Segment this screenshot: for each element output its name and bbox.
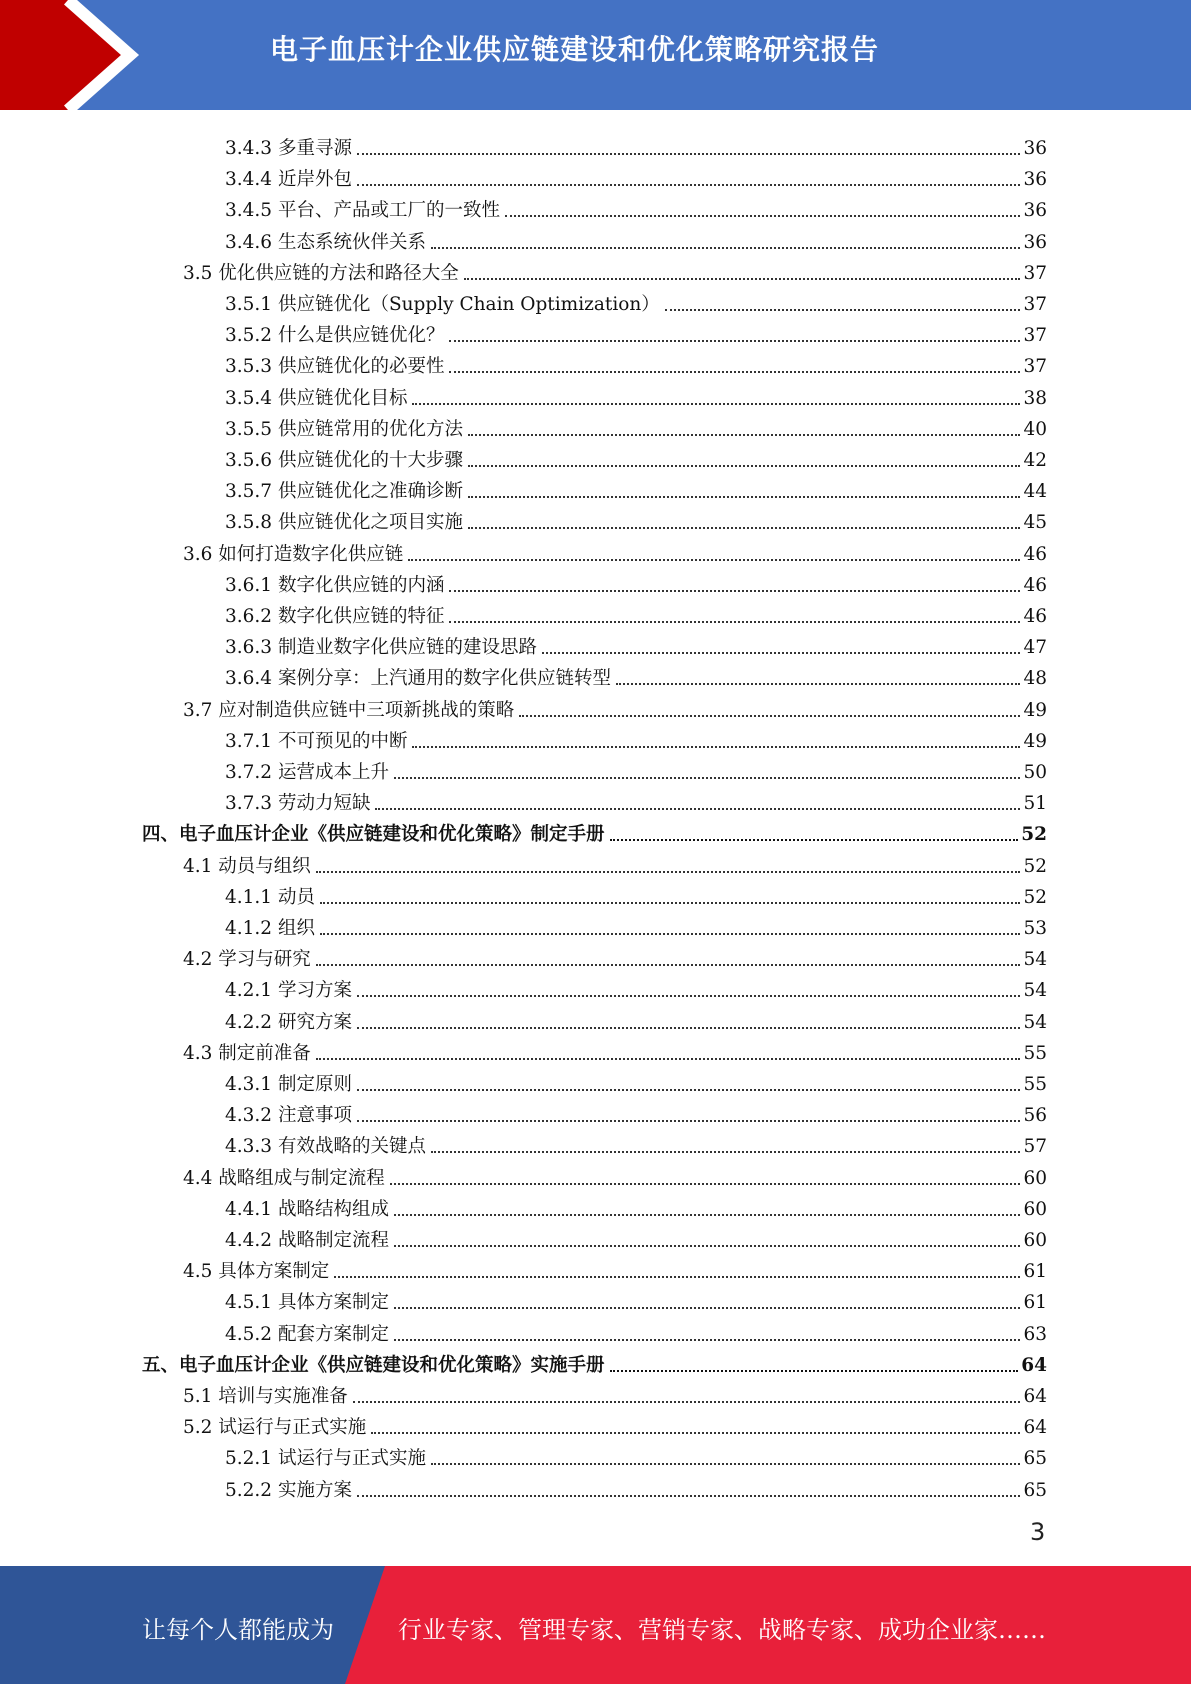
toc-dot-leader xyxy=(468,433,1020,436)
toc-entry-title: 3.6.2 数字化供应链的特征 xyxy=(225,606,445,627)
toc-entry-title: 5.2.2 实施方案 xyxy=(225,1479,352,1501)
toc-entry[interactable] xyxy=(225,597,1047,628)
toc-dot-leader xyxy=(610,838,1019,841)
toc-entry[interactable] xyxy=(225,1439,1047,1470)
toc-entry-page: 52 xyxy=(1023,886,1047,908)
toc-entry-page: 46 xyxy=(1023,574,1047,596)
toc-entry-title: 4.5 具体方案制定 xyxy=(183,1261,330,1283)
footer-slogan-left: 让每个人都能成为 xyxy=(142,1616,334,1644)
toc-entry[interactable] xyxy=(183,1159,1047,1190)
toc-entry-title: 3.5.8 供应链优化之项目实施 xyxy=(225,512,463,534)
toc-entry-page: 56 xyxy=(1023,1105,1047,1127)
toc-entry-title: 4.3.2 注意事项 xyxy=(225,1105,352,1127)
toc-entry-page: 54 xyxy=(1023,980,1047,1002)
toc-dot-leader xyxy=(357,1088,1021,1091)
toc-entry-title: 3.7.2 运营成本上升 xyxy=(225,762,389,783)
toc-entry-page: 64 xyxy=(1021,1354,1047,1376)
toc-entry-title: 3.4.4 近岸外包 xyxy=(225,169,352,191)
toc-entry-title: 3.6.1 数字化供应链的内涵 xyxy=(225,574,445,596)
toc-dot-leader xyxy=(505,214,1020,217)
toc-dot-leader xyxy=(357,183,1021,186)
toc-entry-page: 60 xyxy=(1023,1198,1047,1220)
toc-entry-title: 3.7 应对制造供应链中三项新挑战的策略 xyxy=(183,699,515,721)
toc-entry[interactable] xyxy=(183,1377,1047,1408)
toc-entry[interactable] xyxy=(142,815,1047,846)
toc-dot-leader xyxy=(468,464,1020,467)
toc-dot-leader xyxy=(357,994,1021,997)
toc-entry-title: 4.2 学习与研究 xyxy=(183,949,311,971)
toc-entry-page: 36 xyxy=(1023,231,1047,253)
toc-entry-page: 63 xyxy=(1023,1323,1047,1345)
toc-entry-page: 53 xyxy=(1023,918,1047,939)
header-title: 电子血压计企业供应链建设和优化策略研究报告 xyxy=(270,33,880,66)
toc-dot-leader xyxy=(464,277,1021,280)
toc-dot-leader xyxy=(320,932,1021,935)
toc-entry-title: 4.3.3 有效战略的关键点 xyxy=(225,1136,426,1158)
toc-entry-page: 57 xyxy=(1023,1136,1047,1158)
toc-dot-leader xyxy=(431,1462,1020,1465)
toc-dot-leader xyxy=(394,1306,1020,1309)
toc-entry-page: 54 xyxy=(1023,949,1047,971)
toc-dot-leader xyxy=(412,745,1020,748)
toc-entry-page: 49 xyxy=(1023,699,1047,721)
toc-entry-page: 61 xyxy=(1023,1292,1047,1314)
toc-entry-title: 3.7.3 劳动力短缺 xyxy=(225,793,371,815)
toc-entry-title: 3.5.7 供应链优化之准确诊断 xyxy=(225,481,463,503)
toc-entry[interactable] xyxy=(225,1003,1047,1034)
toc-dot-leader xyxy=(394,1213,1020,1216)
toc-entry[interactable] xyxy=(225,191,1047,222)
toc-dot-leader xyxy=(316,1057,1021,1060)
toc-dot-leader xyxy=(316,963,1021,966)
toc-dot-leader xyxy=(357,1026,1021,1029)
toc-entry[interactable] xyxy=(225,784,1047,815)
toc-dot-leader xyxy=(334,1275,1020,1278)
toc-entry[interactable] xyxy=(142,1346,1047,1377)
toc-entry-title: 3.5.6 供应链优化的十大步骤 xyxy=(225,450,463,471)
toc-entry-title: 3.6.3 制造业数字化供应链的建设思路 xyxy=(225,637,537,659)
toc-entry[interactable] xyxy=(183,1408,1047,1439)
toc-entry-title: 5.1 培训与实施准备 xyxy=(183,1386,348,1407)
toc-entry[interactable] xyxy=(225,1065,1047,1096)
toc-entry-page: 51 xyxy=(1023,793,1047,815)
toc-entry[interactable] xyxy=(225,1471,1047,1502)
toc-entry-page: 60 xyxy=(1023,1230,1047,1251)
toc-entry-title: 4.1 动员与组织 xyxy=(183,855,311,877)
toc-entry-page: 42 xyxy=(1023,450,1047,471)
toc-entry-title: 4.5.2 配套方案制定 xyxy=(225,1323,389,1345)
toc-dot-leader xyxy=(542,651,1020,654)
toc-entry[interactable] xyxy=(183,940,1047,971)
toc-dot-leader xyxy=(375,807,1020,810)
toc-dot-leader xyxy=(449,339,1020,342)
toc-entry-page: 60 xyxy=(1023,1167,1047,1189)
toc-entry-page: 49 xyxy=(1023,730,1047,752)
toc-dot-leader xyxy=(353,1400,1021,1403)
toc-entry[interactable] xyxy=(225,316,1047,347)
toc-dot-leader xyxy=(468,526,1020,529)
toc-entry-title: 4.3.1 制定原则 xyxy=(225,1074,352,1095)
toc-entry-title: 4.2.2 研究方案 xyxy=(225,1011,352,1033)
toc-entry[interactable] xyxy=(225,223,1047,254)
toc-dot-leader xyxy=(320,901,1021,904)
toc-entry[interactable] xyxy=(183,1252,1047,1283)
toc-entry-title: 4.3 制定前准备 xyxy=(183,1042,311,1064)
toc-entry-page: 37 xyxy=(1023,356,1047,378)
toc-entry-title: 3.5.2 什么是供应链优化？ xyxy=(225,325,445,347)
toc-entry[interactable] xyxy=(225,1315,1047,1346)
toc-entry-page: 55 xyxy=(1023,1042,1047,1064)
toc-entry-title: 4.1.1 动员 xyxy=(225,886,315,908)
toc-dot-leader xyxy=(394,1338,1020,1341)
toc-dot-leader xyxy=(431,246,1020,249)
toc-entry-title: 3.5.4 供应链优化目标 xyxy=(225,387,408,409)
toc-entry-page: 65 xyxy=(1023,1479,1047,1501)
toc-entry-title: 3.7.1 不可预见的中断 xyxy=(225,730,408,752)
toc-dot-leader xyxy=(449,589,1020,592)
toc-dot-leader xyxy=(357,1494,1021,1497)
toc-entry[interactable] xyxy=(225,1221,1047,1252)
toc-dot-leader xyxy=(357,1119,1021,1122)
toc-entry[interactable] xyxy=(183,1034,1047,1065)
toc-entry-title: 5.2 试运行与正式实施 xyxy=(183,1417,367,1439)
toc-entry-page: 36 xyxy=(1023,169,1047,191)
toc-entry-page: 61 xyxy=(1023,1261,1047,1283)
toc-entry-page: 48 xyxy=(1023,668,1047,690)
toc-dot-leader xyxy=(449,620,1020,623)
toc-entry[interactable] xyxy=(225,909,1047,940)
toc-entry[interactable] xyxy=(225,347,1047,378)
toc-entry-page: 50 xyxy=(1023,762,1047,783)
toc-entry[interactable] xyxy=(225,285,1047,316)
toc-entry-title: 3.4.6 生态系统伙伴关系 xyxy=(225,231,426,253)
toc-entry-title: 五、电子血压计企业《供应链建设和优化策略》实施手册 xyxy=(142,1354,605,1376)
toc-dot-leader xyxy=(390,1182,1021,1185)
toc-dot-leader xyxy=(412,402,1020,405)
toc-entry-page: 38 xyxy=(1023,387,1047,409)
toc-entry[interactable] xyxy=(183,535,1047,566)
toc-entry-page: 52 xyxy=(1023,855,1047,877)
toc-entry[interactable] xyxy=(225,753,1047,784)
toc-entry-title: 3.5 优化供应链的方法和路径大全 xyxy=(183,262,459,284)
page-header xyxy=(0,0,1191,110)
toc-entry-title: 4.5.1 具体方案制定 xyxy=(225,1292,389,1314)
toc-dot-leader xyxy=(665,308,1021,311)
toc-entry-title: 4.4.1 战略结构组成 xyxy=(225,1198,389,1220)
toc-entry[interactable] xyxy=(225,1190,1047,1221)
toc-entry-page: 64 xyxy=(1023,1386,1047,1407)
toc-entry[interactable] xyxy=(225,379,1047,410)
toc-entry-title: 四、电子血压计企业《供应链建设和优化策略》制定手册 xyxy=(142,824,605,846)
toc-entry-page: 55 xyxy=(1023,1074,1047,1095)
toc-entry[interactable] xyxy=(225,659,1047,690)
toc-entry-page: 37 xyxy=(1023,294,1047,315)
toc-entry-title: 3.6 如何打造数字化供应链 xyxy=(183,543,404,565)
toc-entry[interactable] xyxy=(225,472,1047,503)
toc-dot-leader xyxy=(431,1150,1020,1153)
toc-entry[interactable] xyxy=(225,722,1047,753)
toc-entry[interactable] xyxy=(225,878,1047,909)
toc-entry-title: 3.6.4 案例分享：上汽通用的数字化供应链转型 xyxy=(225,668,611,690)
toc-dot-leader xyxy=(616,682,1020,685)
toc-entry[interactable] xyxy=(183,254,1047,285)
toc-entry-title: 3.4.5 平台、产品或工厂的一致性 xyxy=(225,200,500,222)
toc-entry-title: 3.5.3 供应链优化的必要性 xyxy=(225,356,445,378)
page-number: 3 xyxy=(1030,1518,1046,1546)
toc-entry-page: 52 xyxy=(1021,824,1047,846)
toc-entry-title: 3.4.3 多重寻源 xyxy=(225,138,352,159)
toc-entry[interactable] xyxy=(225,1283,1047,1314)
toc-dot-leader xyxy=(371,1431,1020,1434)
toc-entry-page: 40 xyxy=(1023,418,1047,440)
toc-entry-title: 5.2.1 试运行与正式实施 xyxy=(225,1448,426,1470)
toc-entry-page: 54 xyxy=(1023,1011,1047,1033)
toc-entry-page: 46 xyxy=(1023,606,1047,627)
toc-entry-page: 44 xyxy=(1023,481,1047,503)
toc-dot-leader xyxy=(357,152,1021,155)
toc-dot-leader xyxy=(449,370,1020,373)
toc-entry-title: 4.1.2 组织 xyxy=(225,918,315,939)
toc-entry-page: 64 xyxy=(1023,1417,1047,1439)
toc-entry-title: 4.4 战略组成与制定流程 xyxy=(183,1167,385,1189)
toc-entry[interactable] xyxy=(225,410,1047,441)
toc-entry[interactable] xyxy=(183,691,1047,722)
toc-dot-leader xyxy=(394,776,1020,779)
toc-entry[interactable] xyxy=(225,441,1047,472)
toc-entry[interactable] xyxy=(225,628,1047,659)
toc-entry-title: 3.5.5 供应链常用的优化方法 xyxy=(225,418,463,440)
toc-entry-page: 36 xyxy=(1023,138,1047,159)
toc-entry-page: 37 xyxy=(1023,262,1047,284)
toc-entry[interactable] xyxy=(225,1127,1047,1158)
toc-entry-title: 4.4.2 战略制定流程 xyxy=(225,1230,389,1251)
toc-dot-leader xyxy=(610,1369,1019,1372)
toc-entry-page: 45 xyxy=(1023,512,1047,534)
toc-entry[interactable] xyxy=(225,503,1047,534)
header-chevron-icon xyxy=(0,0,160,110)
toc-entry[interactable] xyxy=(225,160,1047,191)
toc-dot-leader xyxy=(316,870,1021,873)
toc-entry[interactable] xyxy=(225,566,1047,597)
toc-entry-title: 3.5.1 供应链优化（Supply Chain Optimization） xyxy=(225,294,660,315)
toc-entry[interactable] xyxy=(225,971,1047,1002)
toc-entry-page: 65 xyxy=(1023,1448,1047,1470)
toc-entry-page: 46 xyxy=(1023,543,1047,565)
toc-entry-title: 4.2.1 学习方案 xyxy=(225,980,352,1002)
page-footer xyxy=(0,1566,1191,1684)
toc-entry[interactable] xyxy=(225,129,1047,160)
toc-dot-leader xyxy=(408,558,1020,561)
footer-slogan-right: 行业专家、管理专家、营销专家、战略专家、成功企业家…… xyxy=(398,1616,1046,1644)
toc-entry-page: 36 xyxy=(1023,200,1047,222)
toc-entry[interactable] xyxy=(183,847,1047,878)
toc-dot-leader xyxy=(394,1244,1020,1247)
toc-entry-page: 47 xyxy=(1023,637,1047,659)
toc-entry-page: 37 xyxy=(1023,325,1047,347)
toc-dot-leader xyxy=(468,495,1020,498)
toc-entry[interactable] xyxy=(225,1096,1047,1127)
toc-dot-leader xyxy=(519,714,1020,717)
